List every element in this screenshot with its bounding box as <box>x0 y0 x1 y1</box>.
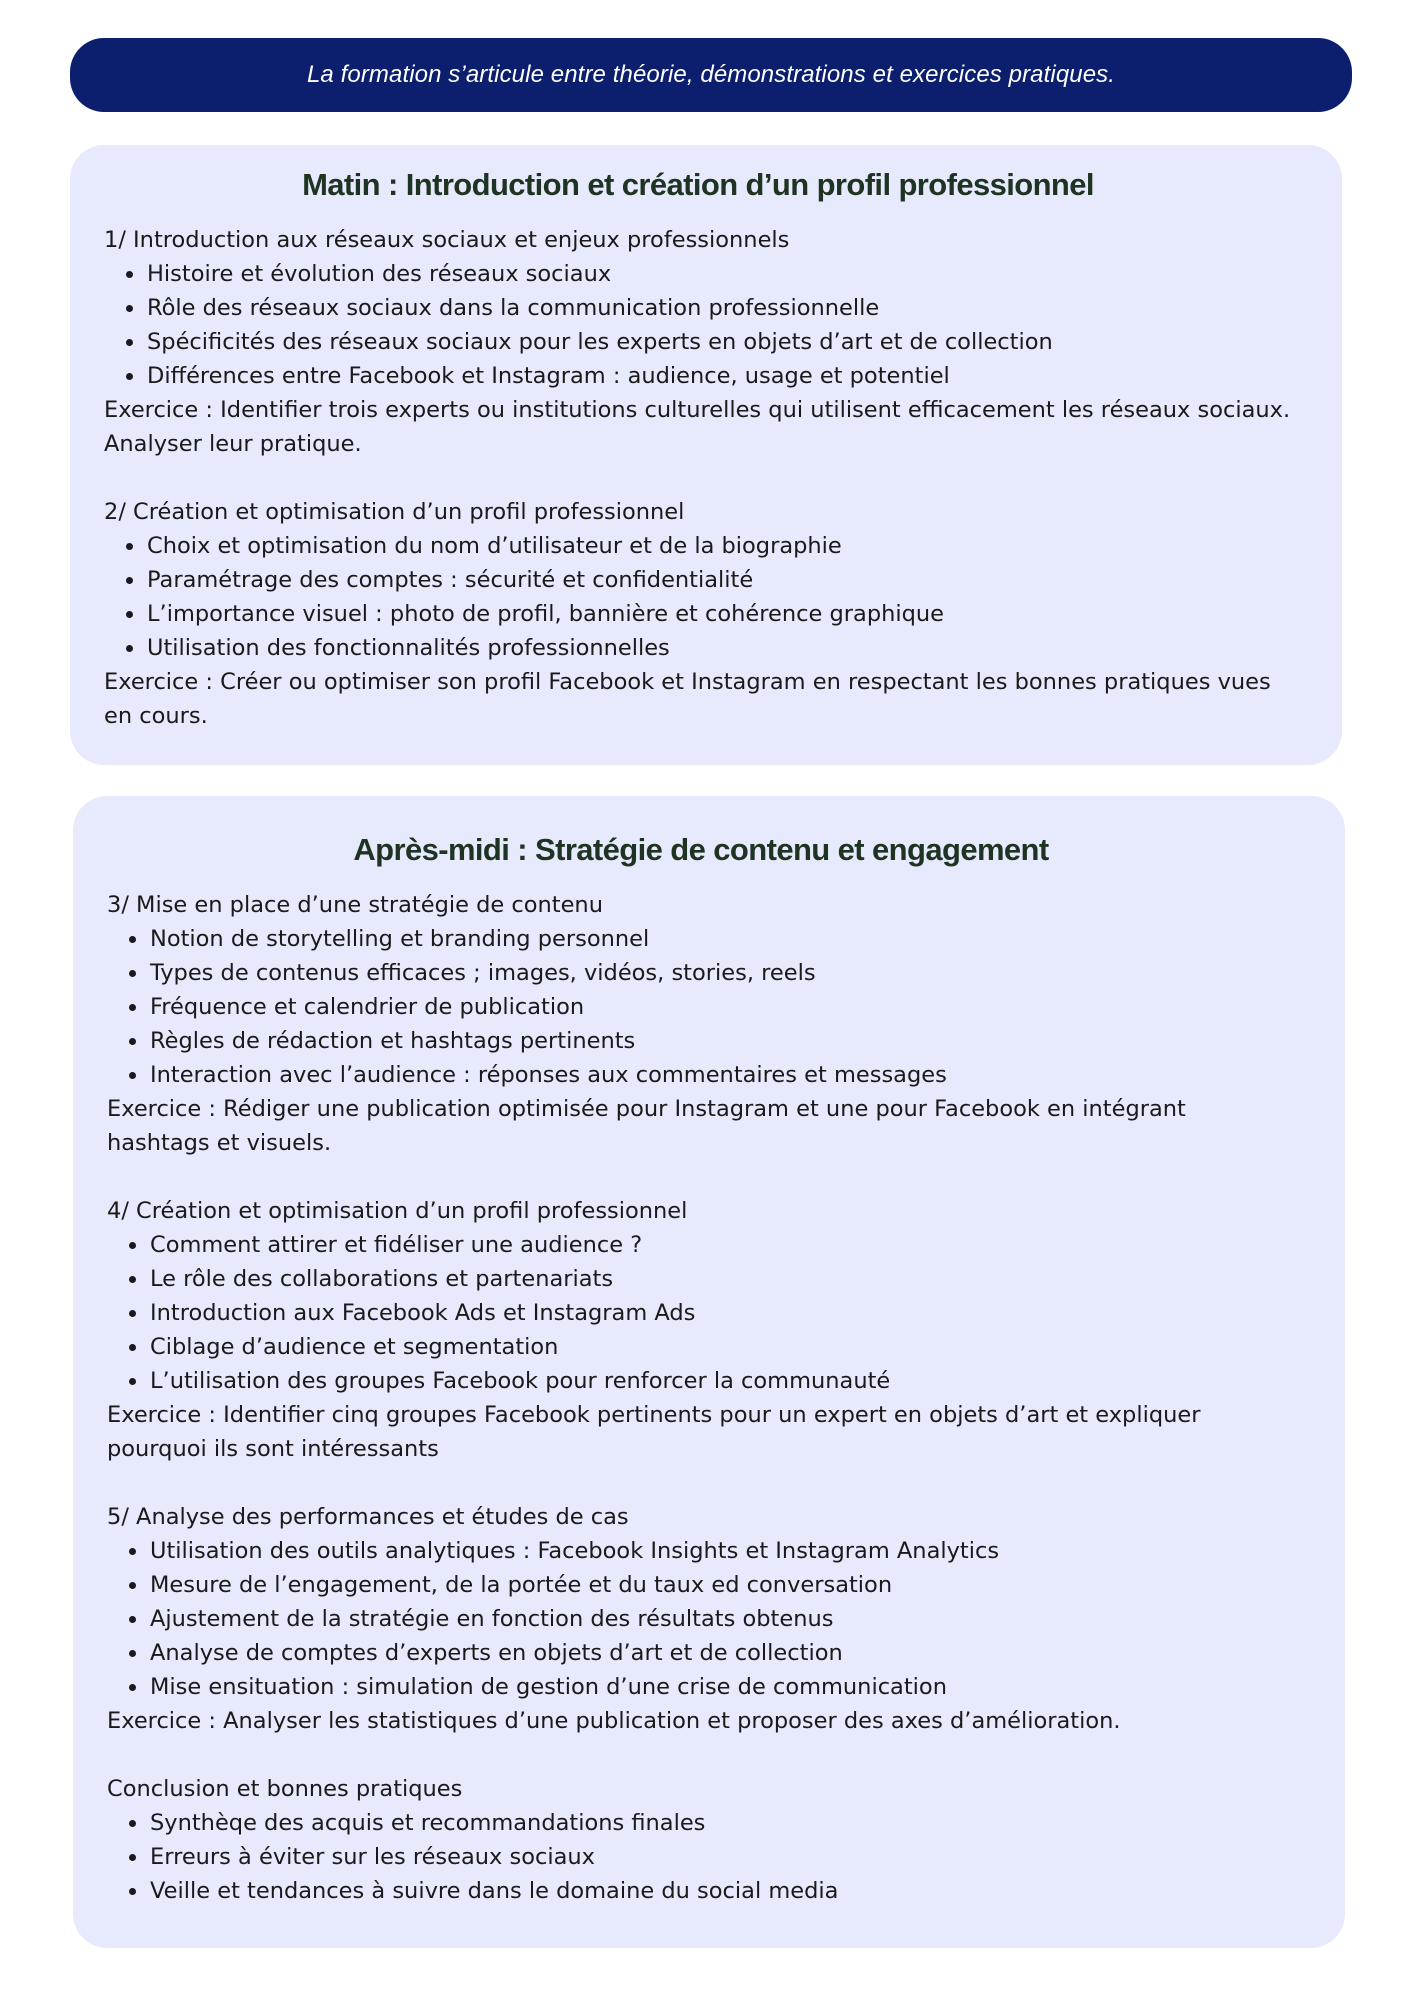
list-item: Utilisation des outils analytiques : Facebook Insights et Instagram Analytics <box>129 1534 1295 1568</box>
conclusion <box>107 1772 1295 1908</box>
bullet-list <box>107 1534 1295 1704</box>
list-item: Le rôle des collaborations et partenariats <box>129 1262 1295 1296</box>
list-item: Analyse de comptes d’experts en objets d’art et de collection <box>129 1636 1295 1670</box>
module-4 <box>107 1194 1295 1466</box>
list-item: Fréquence et calendrier de publication <box>129 990 1295 1024</box>
exercise-text: Exercice : Rédiger une publication optimisée pour Instagram et une pour Facebook en intégrant hashtags et visuels. <box>107 1096 1186 1156</box>
module-heading: 1/ Introduction aux réseaux sociaux et enjeux professionnels <box>104 227 790 253</box>
list-item: Interaction avec l’audience : réponses aux commentaires et messages <box>129 1058 1295 1092</box>
list-item: Veille et tendances à suivre dans le domaine du social media <box>129 1874 1295 1908</box>
exercise-text: Exercice : Identifier cinq groupes Facebook pertinents pour un expert en objets d’art et expliquer pourquoi ils sont intéressants <box>107 1402 1201 1462</box>
exercise-text: Exercice : Créer ou optimiser son profil Facebook et Instagram en respectant les bonnes pratiques vues en cours. <box>104 669 1271 729</box>
list-item: L’importance visuel : photo de profil, bannière et cohérence graphique <box>126 597 1292 631</box>
exercise-text: Exercice : Analyser les statistiques d’une publication et proposer des axes d’amélioration. <box>107 1708 1121 1734</box>
list-item: Mesure de l’engagement, de la portée et du taux ed conversation <box>129 1568 1295 1602</box>
module-heading: 4/ Création et optimisation d’un profil professionnel <box>107 1198 688 1224</box>
morning-title: Matin : Introduction et création d’un profil professionnel <box>302 167 1094 202</box>
list-item: Notion de storytelling et branding personnel <box>129 922 1295 956</box>
list-item: Utilisation des fonctionnalités professionnelles <box>126 631 1292 665</box>
banner-text: La formation s’articule entre théorie, démonstrations et exercices pratiques. <box>306 61 1116 88</box>
module-heading: 2/ Création et optimisation d’un profil professionnel <box>104 499 685 525</box>
morning-card <box>70 145 1342 765</box>
bullet-list <box>104 529 1292 665</box>
bullet-list <box>107 1806 1295 1908</box>
list-item: Règles de rédaction et hashtags pertinents <box>129 1024 1295 1058</box>
list-item: Paramétrage des comptes : sécurité et confidentialité <box>126 563 1292 597</box>
bullet-list <box>107 922 1295 1092</box>
list-item: Rôle des réseaux sociaux dans la communication professionnelle <box>126 291 1292 325</box>
bullet-list <box>104 257 1292 393</box>
module-heading: Conclusion et bonnes pratiques <box>107 1776 463 1802</box>
afternoon-card <box>73 796 1345 1948</box>
list-item: Comment attirer et fidéliser une audience ? <box>129 1228 1295 1262</box>
module-5 <box>107 1500 1295 1738</box>
module-1 <box>104 223 1292 461</box>
list-item: Synthèqe des acquis et recommandations finales <box>129 1806 1295 1840</box>
module-3 <box>107 888 1295 1160</box>
module-2 <box>104 495 1292 733</box>
list-item: Introduction aux Facebook Ads et Instagram Ads <box>129 1296 1295 1330</box>
list-item: Ajustement de la stratégie en fonction des résultats obtenus <box>129 1602 1295 1636</box>
list-item: Mise ensituation : simulation de gestion d’une crise de communication <box>129 1670 1295 1704</box>
module-heading: 5/ Analyse des performances et études de cas <box>107 1504 629 1530</box>
exercise-text: Exercice : Identifier trois experts ou institutions culturelles qui utilisent efficacement les réseaux sociaux. Analyser leur pratique. <box>104 397 1291 457</box>
list-item: Spécificités des réseaux sociaux pour les experts en objets d’art et de collection <box>126 325 1292 359</box>
list-item: Choix et optimisation du nom d’utilisateur et de la biographie <box>126 529 1292 563</box>
list-item: Ciblage d’audience et segmentation <box>129 1330 1295 1364</box>
list-item: Types de contenus efficaces ; images, vidéos, stories, reels <box>129 956 1295 990</box>
intro-banner <box>70 38 1352 112</box>
bullet-list <box>107 1228 1295 1398</box>
list-item: Différences entre Facebook et Instagram : audience, usage et potentiel <box>126 359 1292 393</box>
afternoon-title: Après-midi : Stratégie de contenu et engagement <box>353 832 1049 867</box>
list-item: Histoire et évolution des réseaux sociaux <box>126 257 1292 291</box>
list-item: L’utilisation des groupes Facebook pour renforcer la communauté <box>129 1364 1295 1398</box>
list-item: Erreurs à éviter sur les réseaux sociaux <box>129 1840 1295 1874</box>
module-heading: 3/ Mise en place d’une stratégie de contenu <box>107 892 603 918</box>
